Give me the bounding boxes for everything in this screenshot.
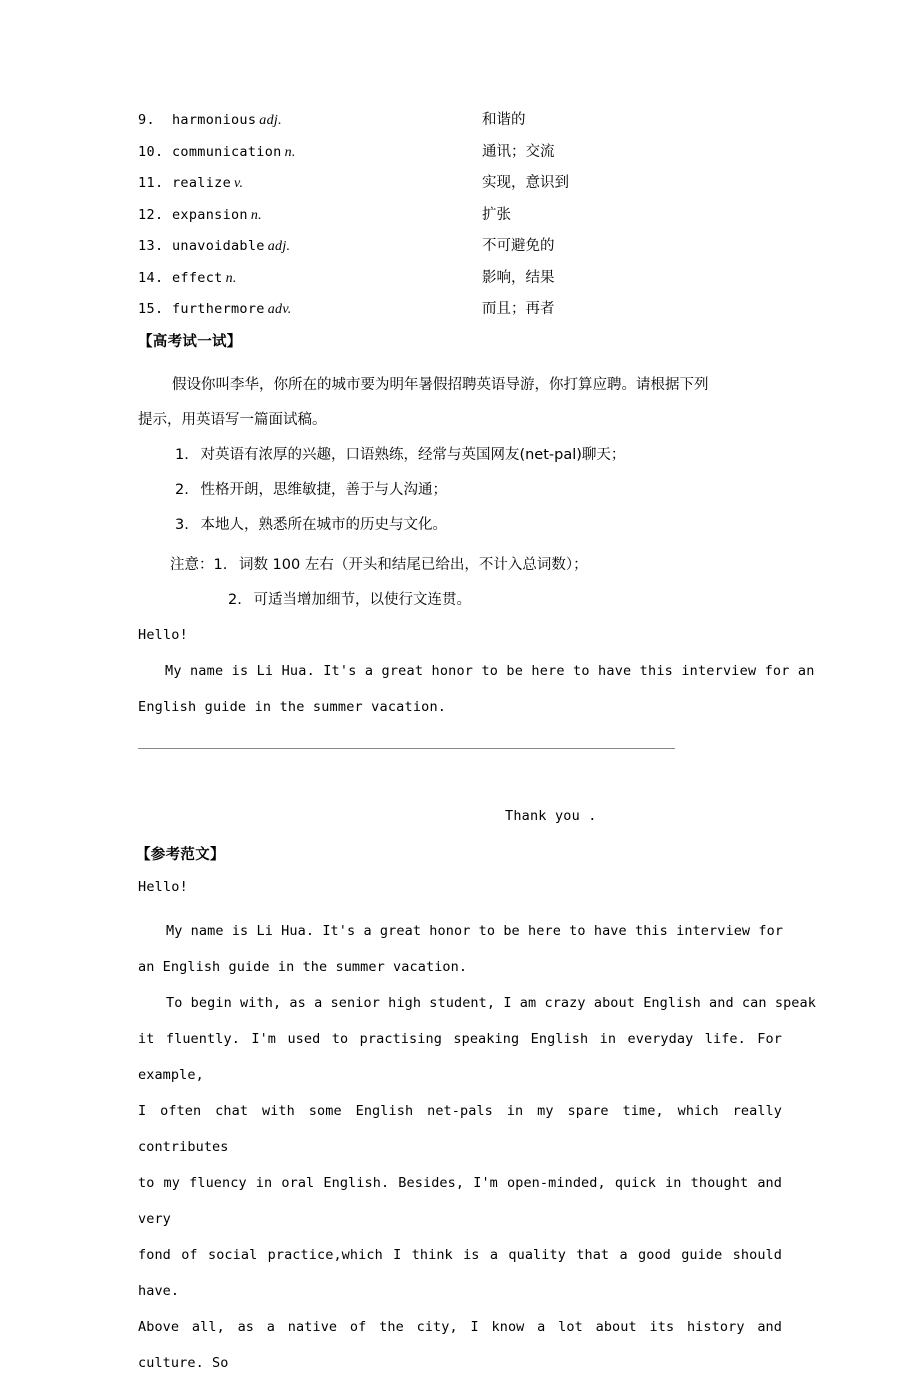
answer-blank-rule[interactable] — [138, 748, 675, 749]
vocabulary-translation: 不可避免的 — [482, 238, 555, 254]
vocabulary-list — [138, 108, 788, 329]
answer-opening-line-2: English guide in the summer vacation. — [138, 699, 447, 715]
requirement-text: 性格开朗，思维敏捷，善于与人沟通； — [200, 482, 447, 498]
vocabulary-word-text: unavoidable — [172, 238, 265, 254]
answer-closing: Thank you . — [505, 808, 597, 824]
model-essay-line — [138, 985, 816, 1021]
vocabulary-translation: 实现，意识到 — [482, 175, 569, 191]
vocabulary-row — [138, 234, 788, 266]
vocabulary-word-text: communication — [172, 143, 282, 160]
model-essay-heading: 【参考范文】 — [136, 847, 225, 863]
vocabulary-translation: 影响，结果 — [482, 269, 555, 286]
notes-line — [170, 553, 588, 574]
vocabulary-word — [172, 175, 482, 192]
vocabulary-word-text: realize — [172, 175, 231, 191]
model-essay-line: to my fluency in oral English. Besides, I'm open-minded, quick in thought and very — [138, 1175, 782, 1227]
vocabulary-row — [138, 297, 788, 329]
vocabulary-number: 13. — [138, 238, 164, 254]
model-essay-line — [138, 913, 782, 949]
note-number: 2. — [228, 592, 242, 608]
vocabulary-part-of-speech: n. — [225, 270, 237, 286]
vocabulary-row — [138, 171, 788, 203]
requirement-item — [175, 443, 625, 464]
vocabulary-part-of-speech: adj. — [267, 239, 291, 254]
requirement-item — [175, 513, 447, 534]
model-essay-paragraph-1 — [138, 913, 782, 985]
model-essay-paragraph-2 — [138, 985, 816, 1381]
model-essay-line: an English guide in the summer vacation. — [138, 959, 468, 975]
requirement-number: 1. — [175, 447, 189, 463]
model-essay-line: Above all, as a native of the city, I know a lot about its history and culture. So — [138, 1319, 782, 1371]
model-essay-line-text: My name is Li Hua. It's a great honor to be here to have this interview for — [166, 923, 784, 939]
vocabulary-row — [138, 108, 788, 140]
vocabulary-row — [138, 266, 788, 298]
vocabulary-number: 15. — [138, 301, 164, 317]
model-essay-line: fond of social practice,which I think is a quality that a good guide should have. — [138, 1247, 782, 1299]
vocabulary-word — [172, 144, 482, 161]
vocabulary-number: 14. — [138, 269, 164, 286]
requirement-text: 本地人，熟悉所在城市的历史与文化。 — [200, 517, 447, 533]
requirement-item — [175, 478, 447, 499]
vocabulary-word-text: effect — [172, 269, 223, 286]
vocabulary-translation: 通讯；交流 — [482, 143, 555, 160]
vocabulary-translation: 扩张 — [482, 206, 511, 223]
vocabulary-word-text: furthermore — [172, 301, 265, 317]
notes-line — [228, 588, 471, 609]
model-essay-greeting: Hello! — [138, 879, 188, 895]
exam-prompt-line-1: 假设你叫李华，你所在的城市要为明年暑假招聘英语导游，你打算应聘。请根据下列 — [172, 377, 709, 393]
vocabulary-word — [172, 112, 482, 129]
note-text: 词数 100 左右（开头和结尾已给出，不计入总词数）； — [238, 557, 588, 573]
vocabulary-word — [172, 301, 482, 318]
vocabulary-row — [138, 140, 788, 172]
answer-opening-line-1: My name is Li Hua. It's a great honor to be here to have this interview for an — [165, 663, 815, 679]
vocabulary-translation: 和谐的 — [482, 112, 526, 128]
vocabulary-part-of-speech: n. — [284, 144, 296, 160]
vocabulary-word-text: expansion — [172, 206, 248, 223]
vocabulary-number: 12. — [138, 206, 164, 223]
vocabulary-number: 10. — [138, 143, 164, 160]
exam-prompt-line-2: 提示，用英语写一篇面试稿。 — [138, 412, 327, 428]
vocabulary-number: 9. — [138, 112, 156, 128]
vocabulary-part-of-speech: adj. — [259, 113, 282, 128]
model-essay-line: I often chat with some English net-pals in my spare time, which really contributes — [138, 1103, 782, 1155]
vocabulary-word — [172, 238, 482, 255]
vocabulary-word — [172, 270, 482, 287]
vocabulary-row — [138, 203, 788, 235]
vocabulary-part-of-speech: n. — [250, 207, 262, 223]
vocabulary-part-of-speech: v. — [234, 176, 244, 191]
note-text: 可适当增加细节，以使行文连贯。 — [253, 592, 471, 608]
vocabulary-translation: 而且；再者 — [482, 301, 555, 317]
answer-greeting: Hello! — [138, 627, 188, 643]
requirement-number: 3. — [175, 517, 189, 533]
vocabulary-word-text: harmonious — [172, 112, 257, 128]
vocabulary-word — [172, 207, 482, 224]
requirement-number: 2. — [175, 482, 189, 498]
model-essay-line-text: To begin with, as a senior high student, I am crazy about English and can speak — [166, 995, 816, 1011]
requirement-text: 对英语有浓厚的兴趣，口语熟练，经常与英国网友(net-pal)聊天； — [200, 447, 626, 463]
vocabulary-part-of-speech: adv. — [267, 302, 292, 317]
model-essay-line: it fluently. I'm used to practising speaking English in everyday life. For example, — [138, 1031, 782, 1083]
vocabulary-number: 11. — [138, 175, 164, 191]
note-number: 1. — [213, 557, 228, 573]
exam-section-heading: 【高考试一试】 — [138, 334, 242, 350]
notes-label: 注意： — [170, 557, 214, 573]
